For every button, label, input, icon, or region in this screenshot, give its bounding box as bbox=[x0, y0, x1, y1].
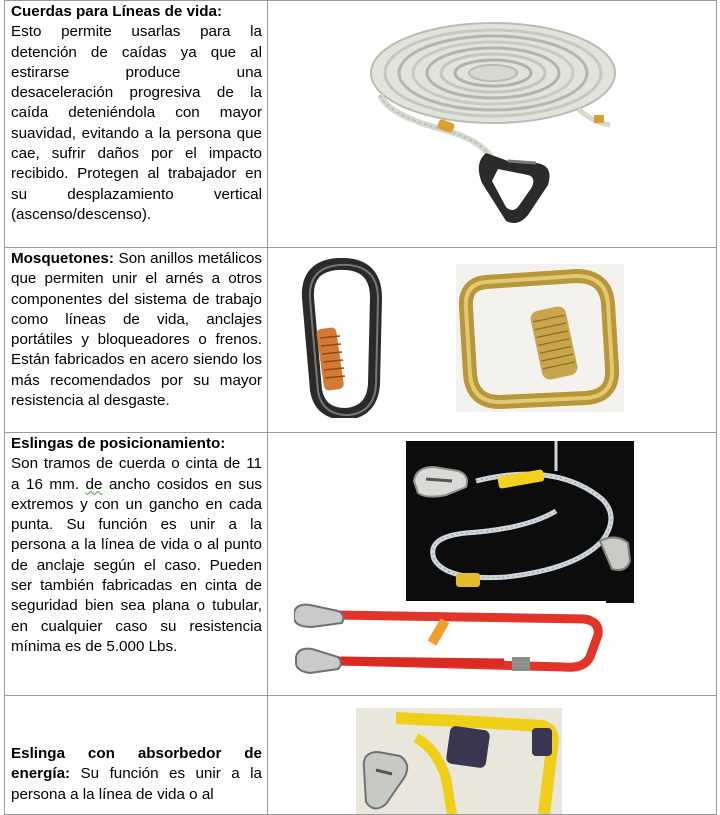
description-text bbox=[5, 1, 267, 225]
description-text bbox=[5, 696, 267, 805]
image-cell bbox=[268, 433, 717, 696]
table-row bbox=[5, 696, 717, 815]
item-title: Eslingas de posicionamiento: bbox=[11, 435, 226, 452]
item-body: Esto permite usarlas para la detención de caídas ya que al estirarse produce una desaceleración progresiva de la caída deteniéndola con mayor suavidad, evitando a la persona que cae, sufrir daños por el impacto recibido. Protegen al trabajador en su desplazamiento vertical (ascenso/descenso). bbox=[11, 23, 262, 223]
description-text bbox=[5, 248, 267, 411]
item-title: Cuerdas para Líneas de vida: bbox=[11, 3, 223, 20]
item-title: Mosquetones: bbox=[11, 250, 114, 267]
image-cell bbox=[268, 1, 717, 248]
coiled-rope-image bbox=[358, 13, 628, 233]
item-body-part-1: Son tramos de cuerda o cinta de 11 a 16 mm. bbox=[11, 455, 262, 493]
item-body-part-2: ancho cosidos en sus extremos y con un gancho en cada punta. Su función es unir a la persona a la línea de vida o al punto de anclaje según el caso. Pueden ser también fabricadas en cinta de seguridad bien sea plana o tubular, en cualquier caso su resistencia mínima es de 5.000 Lbs. bbox=[11, 475, 262, 655]
description-cell bbox=[5, 1, 268, 248]
item-body: Son anillos metálicos que permiten unir el arnés a otros componentes del sistema de trabajo como líneas de vida, anclajes portátiles y bloqueadores o frenos. Están fabricados en acero siendo los más recomendados por su mayor resistencia al desgaste. bbox=[11, 250, 262, 410]
description-cell bbox=[5, 248, 268, 433]
equipment-table bbox=[4, 0, 717, 815]
table-row bbox=[5, 433, 717, 696]
shock-absorber-lanyard-image bbox=[356, 708, 562, 814]
black-carabiner-image bbox=[298, 258, 384, 418]
description-cell bbox=[5, 696, 268, 815]
item-body: Su función es unir a la persona a la línea de vida o al bbox=[11, 765, 262, 803]
image-cell bbox=[268, 696, 717, 815]
image-cell bbox=[268, 248, 717, 433]
table-row bbox=[5, 1, 717, 248]
description-text bbox=[5, 433, 267, 657]
description-cell bbox=[5, 433, 268, 696]
spelling-mark: de bbox=[85, 475, 103, 493]
rope-lanyard-image bbox=[406, 441, 634, 603]
gold-carabiner-image bbox=[456, 264, 624, 412]
table-row bbox=[5, 248, 717, 433]
item-title: Eslinga con absorbedor de energía: bbox=[11, 745, 262, 783]
webbing-lanyard-image bbox=[294, 601, 606, 687]
